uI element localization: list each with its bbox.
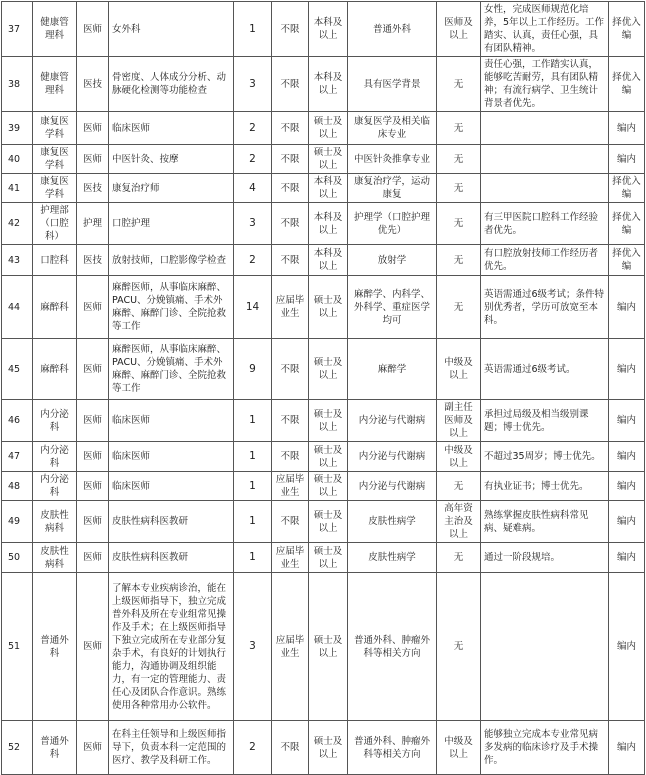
major-cell: 康复医学及相关临床专业 — [348, 112, 437, 145]
department-cell: 健康管理科 — [33, 2, 77, 57]
graduate-requirement-cell: 不限 — [272, 2, 309, 57]
employment-mode-cell: 编内 — [609, 442, 645, 472]
employment-mode-cell: 编内 — [609, 400, 645, 442]
table-row — [2, 276, 645, 339]
education-cell: 硕士及以上 — [309, 145, 348, 174]
employment-mode-cell: 择优入编 — [609, 245, 645, 276]
position-cell: 女外科 — [109, 2, 234, 57]
employment-mode-cell: 编内 — [609, 276, 645, 339]
other-requirement-cell: 责任心强，工作踏实认真，能够吃苦耐劳，具有团队精神；有流行病学、卫生统计背景者优先。 — [481, 57, 609, 112]
position-cell: 骨密度、人体成分分析、动脉硬化检测等功能检查 — [109, 57, 234, 112]
headcount-cell: 1 — [234, 442, 272, 472]
department-cell: 麻醉科 — [33, 339, 77, 400]
department-cell: 内分泌科 — [33, 400, 77, 442]
department-cell: 皮肤性病科 — [33, 543, 77, 573]
employment-mode-cell: 编内 — [609, 145, 645, 174]
position-cell: 了解本专业疾病诊治，能在上级医师指导下，独立完成普外科及所在专业组常见操作及手术；在上级医师指导下独立完成所在专业部分复杂手术，有良好的计划执行能力，沟通协调及组织能力，有一定的管理能力、责任心及团队合作意识。熟练使用各种常用办公软件。 — [109, 573, 234, 721]
table-row — [2, 721, 645, 775]
other-requirement-cell: 通过一阶段规培。 — [481, 543, 609, 573]
education-cell: 硕士及以上 — [309, 573, 348, 721]
major-cell: 皮肤性病学 — [348, 501, 437, 543]
major-cell: 康复治疗学，运动康复 — [348, 174, 437, 203]
category-cell: 医师 — [77, 339, 109, 400]
headcount-cell: 2 — [234, 721, 272, 775]
category-cell: 护理 — [77, 203, 109, 245]
major-cell: 普通外科、肿瘤外科等相关方向 — [348, 721, 437, 775]
row-number: 51 — [2, 573, 33, 721]
title-requirement-cell: 高年资主治及以上 — [437, 501, 481, 543]
employment-mode-cell: 编内 — [609, 543, 645, 573]
major-cell: 内分泌与代谢病 — [348, 400, 437, 442]
graduate-requirement-cell: 不限 — [272, 442, 309, 472]
position-cell: 在科主任领导和上级医师指导下，负责本科一定范围的医疗、教学及科研工作。 — [109, 721, 234, 775]
headcount-cell: 9 — [234, 339, 272, 400]
headcount-cell: 2 — [234, 112, 272, 145]
major-cell: 普通外科 — [348, 2, 437, 57]
other-requirement-cell: 承担过局级及相当级别课题；博士优先。 — [481, 400, 609, 442]
graduate-requirement-cell: 不限 — [272, 721, 309, 775]
major-cell: 内分泌与代谢病 — [348, 472, 437, 501]
other-requirement-cell — [481, 174, 609, 203]
major-cell: 放射学 — [348, 245, 437, 276]
position-cell: 康复治疗师 — [109, 174, 234, 203]
other-requirement-cell: 有口腔放射技师工作经历者优先。 — [481, 245, 609, 276]
graduate-requirement-cell: 不限 — [272, 174, 309, 203]
department-cell: 麻醉科 — [33, 276, 77, 339]
title-requirement-cell: 无 — [437, 245, 481, 276]
title-requirement-cell: 无 — [437, 112, 481, 145]
headcount-cell: 1 — [234, 501, 272, 543]
other-requirement-cell: 有三甲医院口腔科工作经验者优先。 — [481, 203, 609, 245]
category-cell: 医师 — [77, 400, 109, 442]
table-row — [2, 145, 645, 174]
title-requirement-cell: 医师及以上 — [437, 2, 481, 57]
education-cell: 硕士及以上 — [309, 442, 348, 472]
employment-mode-cell: 编内 — [609, 721, 645, 775]
department-cell: 康复医学科 — [33, 174, 77, 203]
major-cell: 皮肤性病学 — [348, 543, 437, 573]
other-requirement-cell: 不超过35周岁；博士优先。 — [481, 442, 609, 472]
title-requirement-cell: 无 — [437, 57, 481, 112]
row-number: 50 — [2, 543, 33, 573]
category-cell: 医师 — [77, 442, 109, 472]
position-cell: 麻醉医师，从事临床麻醉、PACU、分娩镇痛、手术外麻醉、麻醉门诊、全院抢救等工作 — [109, 339, 234, 400]
row-number: 46 — [2, 400, 33, 442]
title-requirement-cell: 无 — [437, 472, 481, 501]
major-cell: 普通外科、肿瘤外科等相关方向 — [348, 573, 437, 721]
major-cell: 护理学（口腔护理优先） — [348, 203, 437, 245]
headcount-cell: 3 — [234, 573, 272, 721]
title-requirement-cell: 中级及以上 — [437, 721, 481, 775]
graduate-requirement-cell: 应届毕业生 — [272, 573, 309, 721]
title-requirement-cell: 中级及以上 — [437, 442, 481, 472]
row-number: 48 — [2, 472, 33, 501]
category-cell: 医师 — [77, 573, 109, 721]
education-cell: 硕士及以上 — [309, 276, 348, 339]
department-cell: 普通外科 — [33, 573, 77, 721]
table-row — [2, 245, 645, 276]
title-requirement-cell: 无 — [437, 203, 481, 245]
row-number: 39 — [2, 112, 33, 145]
other-requirement-cell: 英语需通过6级考试。 — [481, 339, 609, 400]
headcount-cell: 2 — [234, 245, 272, 276]
row-number: 45 — [2, 339, 33, 400]
row-number: 49 — [2, 501, 33, 543]
other-requirement-cell — [481, 573, 609, 721]
category-cell: 医师 — [77, 543, 109, 573]
table-row — [2, 203, 645, 245]
title-requirement-cell: 无 — [437, 276, 481, 339]
graduate-requirement-cell: 应届毕业生 — [272, 276, 309, 339]
category-cell: 医师 — [77, 472, 109, 501]
table-row — [2, 442, 645, 472]
graduate-requirement-cell: 不限 — [272, 203, 309, 245]
department-cell: 口腔科 — [33, 245, 77, 276]
education-cell: 本科及以上 — [309, 203, 348, 245]
table-row — [2, 174, 645, 203]
department-cell: 健康管理科 — [33, 57, 77, 112]
graduate-requirement-cell: 不限 — [272, 339, 309, 400]
position-cell: 临床医师 — [109, 472, 234, 501]
other-requirement-cell — [481, 112, 609, 145]
other-requirement-cell: 英语需通过6级考试；条件特别优秀者，学历可放宽至本科。 — [481, 276, 609, 339]
category-cell: 医师 — [77, 276, 109, 339]
row-number: 52 — [2, 721, 33, 775]
row-number: 43 — [2, 245, 33, 276]
department-cell: 康复医学科 — [33, 145, 77, 174]
graduate-requirement-cell: 不限 — [272, 501, 309, 543]
major-cell: 中医针灸推拿专业 — [348, 145, 437, 174]
row-number: 41 — [2, 174, 33, 203]
position-cell: 临床医师 — [109, 400, 234, 442]
row-number: 44 — [2, 276, 33, 339]
education-cell: 硕士及以上 — [309, 543, 348, 573]
other-requirement-cell: 有执业证书；博士优先。 — [481, 472, 609, 501]
headcount-cell: 1 — [234, 2, 272, 57]
education-cell: 本科及以上 — [309, 2, 348, 57]
graduate-requirement-cell: 不限 — [272, 57, 309, 112]
table-row — [2, 57, 645, 112]
employment-mode-cell: 编内 — [609, 573, 645, 721]
other-requirement-cell: 能够独立完成本专业常见病多发病的临床诊疗及手术操作。 — [481, 721, 609, 775]
education-cell: 硕士及以上 — [309, 339, 348, 400]
row-number: 37 — [2, 2, 33, 57]
education-cell: 硕士及以上 — [309, 721, 348, 775]
graduate-requirement-cell: 不限 — [272, 245, 309, 276]
position-cell: 临床医师 — [109, 112, 234, 145]
row-number: 38 — [2, 57, 33, 112]
headcount-cell: 14 — [234, 276, 272, 339]
headcount-cell: 1 — [234, 400, 272, 442]
department-cell: 康复医学科 — [33, 112, 77, 145]
department-cell: 皮肤性病科 — [33, 501, 77, 543]
headcount-cell: 3 — [234, 203, 272, 245]
employment-mode-cell: 编内 — [609, 112, 645, 145]
category-cell: 医技 — [77, 57, 109, 112]
other-requirement-cell: 女性，完成医师规范化培养，5年以上工作经历。工作踏实、认真，责任心强，具有团队精神。 — [481, 2, 609, 57]
education-cell: 本科及以上 — [309, 245, 348, 276]
title-requirement-cell: 中级及以上 — [437, 339, 481, 400]
table-row — [2, 543, 645, 573]
headcount-cell: 1 — [234, 543, 272, 573]
headcount-cell: 2 — [234, 145, 272, 174]
graduate-requirement-cell: 不限 — [272, 400, 309, 442]
headcount-cell: 1 — [234, 472, 272, 501]
employment-mode-cell: 择优入编 — [609, 203, 645, 245]
education-cell: 本科及以上 — [309, 174, 348, 203]
row-number: 42 — [2, 203, 33, 245]
department-cell: 内分泌科 — [33, 442, 77, 472]
graduate-requirement-cell: 应届毕业生 — [272, 472, 309, 501]
category-cell: 医师 — [77, 501, 109, 543]
table-row — [2, 400, 645, 442]
headcount-cell: 4 — [234, 174, 272, 203]
category-cell: 医师 — [77, 145, 109, 174]
education-cell: 硕士及以上 — [309, 501, 348, 543]
other-requirement-cell: 熟练掌握皮肤性病科常见病、疑难病。 — [481, 501, 609, 543]
department-cell: 普通外科 — [33, 721, 77, 775]
category-cell: 医师 — [77, 721, 109, 775]
title-requirement-cell: 副主任医师及以上 — [437, 400, 481, 442]
major-cell: 麻醉学、内科学、外科学、重症医学均可 — [348, 276, 437, 339]
title-requirement-cell: 无 — [437, 174, 481, 203]
position-cell: 皮肤性病科医教研 — [109, 543, 234, 573]
table-row — [2, 2, 645, 57]
employment-mode-cell: 编内 — [609, 339, 645, 400]
graduate-requirement-cell: 应届毕业生 — [272, 543, 309, 573]
employment-mode-cell: 择优入编 — [609, 57, 645, 112]
row-number: 47 — [2, 442, 33, 472]
education-cell: 硕士及以上 — [309, 112, 348, 145]
position-cell: 皮肤性病科医教研 — [109, 501, 234, 543]
table-row — [2, 573, 645, 721]
position-cell: 放射技师，口腔影像学检查 — [109, 245, 234, 276]
table-row — [2, 339, 645, 400]
table-body — [2, 2, 645, 775]
department-cell: 内分泌科 — [33, 472, 77, 501]
position-cell: 临床医师 — [109, 442, 234, 472]
other-requirement-cell — [481, 145, 609, 174]
category-cell: 医技 — [77, 245, 109, 276]
title-requirement-cell: 无 — [437, 573, 481, 721]
position-cell: 麻醉医师，从事临床麻醉、PACU、分娩镇痛、手术外麻醉、麻醉门诊、全院抢救等工作 — [109, 276, 234, 339]
education-cell: 硕士及以上 — [309, 472, 348, 501]
table-row — [2, 472, 645, 501]
table-row — [2, 501, 645, 543]
row-number: 40 — [2, 145, 33, 174]
table-row — [2, 112, 645, 145]
graduate-requirement-cell: 不限 — [272, 112, 309, 145]
employment-mode-cell: 编内 — [609, 472, 645, 501]
employment-mode-cell: 择优入编 — [609, 174, 645, 203]
employment-mode-cell: 编内 — [609, 501, 645, 543]
department-cell: 护理部（口腔科） — [33, 203, 77, 245]
category-cell: 医技 — [77, 174, 109, 203]
position-cell: 口腔护理 — [109, 203, 234, 245]
title-requirement-cell: 无 — [437, 543, 481, 573]
recruitment-table — [1, 1, 645, 775]
education-cell: 本科及以上 — [309, 57, 348, 112]
position-cell: 中医针灸、按摩 — [109, 145, 234, 174]
category-cell: 医师 — [77, 2, 109, 57]
major-cell: 具有医学背景 — [348, 57, 437, 112]
major-cell: 内分泌与代谢病 — [348, 442, 437, 472]
education-cell: 硕士及以上 — [309, 400, 348, 442]
category-cell: 医师 — [77, 112, 109, 145]
title-requirement-cell: 无 — [437, 145, 481, 174]
headcount-cell: 3 — [234, 57, 272, 112]
employment-mode-cell: 择优入编 — [609, 2, 645, 57]
graduate-requirement-cell: 不限 — [272, 145, 309, 174]
major-cell: 麻醉学 — [348, 339, 437, 400]
